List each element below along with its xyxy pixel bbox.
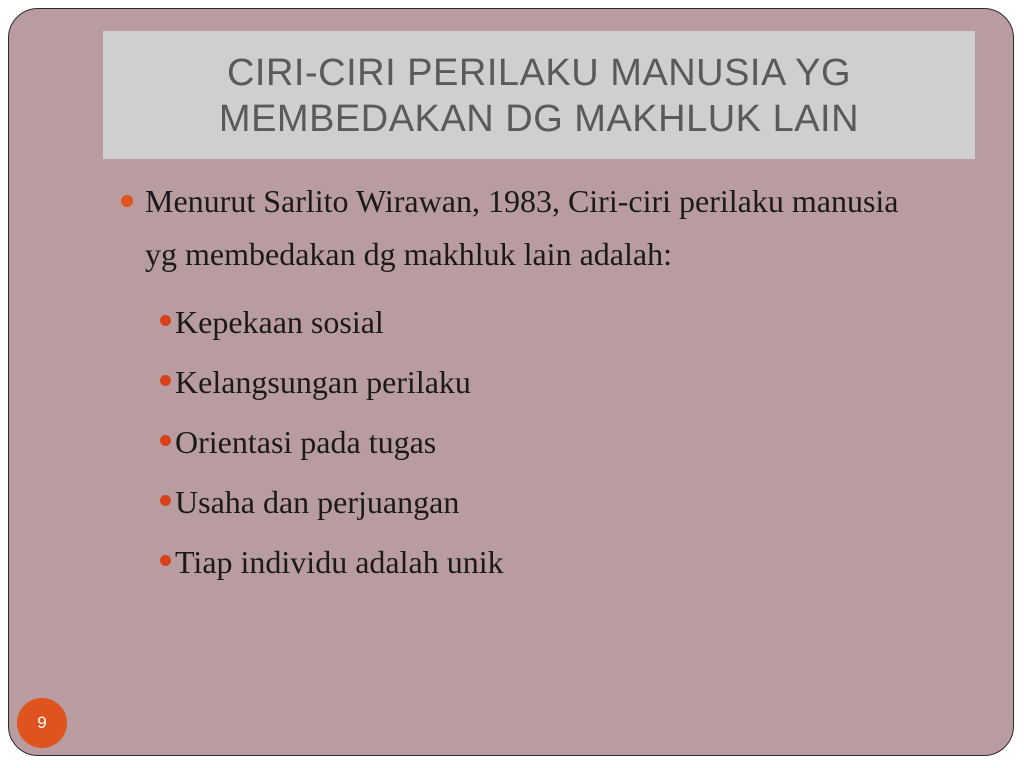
slide-content (115, 175, 915, 592)
page-number-badge (17, 698, 67, 748)
sub-bullet-item (155, 412, 915, 472)
sub-bullet-item (155, 532, 915, 592)
bullet-dot-icon (160, 315, 171, 326)
bullet-dot-icon (121, 195, 133, 207)
sub-bullet-text: Usaha dan perjuangan (175, 484, 460, 520)
sub-bullet-text: Tiap individu adalah unik (175, 544, 504, 580)
bullet-dot-icon (160, 375, 171, 386)
slide-title-line-2: MEMBEDAKAN DG MAKHLUK LAIN (218, 98, 860, 140)
title-box (103, 31, 975, 159)
main-bullet (115, 175, 915, 281)
sub-bullet-text: Kepekaan sosial (175, 304, 384, 340)
bullet-dot-icon (160, 495, 171, 506)
main-bullet-text: Menurut Sarlito Wirawan, 1983, Ciri-ciri perilaku manusia yg membedakan dg makhluk lain adalah: (145, 183, 899, 272)
slide-title (219, 50, 859, 142)
sub-bullet-item (155, 352, 915, 412)
sub-bullet-item (155, 292, 915, 352)
slide (8, 8, 1014, 756)
bullet-dot-icon (160, 555, 171, 566)
sub-bullet-list (115, 292, 915, 592)
slide-title-line-1: CIRI-CIRI PERILAKU MANUSIA YG (226, 52, 852, 94)
bullet-dot-icon (160, 435, 171, 446)
sub-bullet-text: Kelangsungan perilaku (175, 364, 471, 400)
sub-bullet-item (155, 472, 915, 532)
page-number: 9 (37, 713, 47, 732)
sub-bullet-text: Orientasi pada tugas (175, 424, 437, 460)
